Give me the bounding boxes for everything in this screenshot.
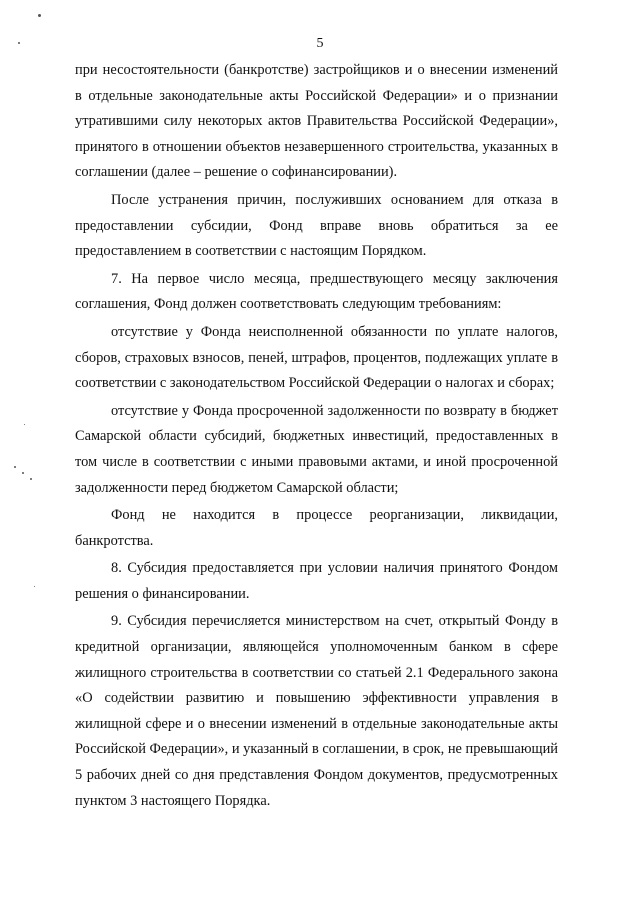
scan-speck: [24, 424, 25, 425]
paragraph-7: 8. Субсидия предоставляется при условии наличия принятого Фондом решения о финансировании.: [75, 560, 558, 602]
paragraph-2: После устранения причин, послуживших основанием для отказа в предоставлении субсидии, Фонд вправе вновь обратиться за ее предоставлением в соответствии с настоящим Порядком.: [75, 191, 558, 260]
paragraph-3: 7. На первое число месяца, предшествующего месяцу заключения соглашения, Фонд должен соответствовать следующим требованиям:: [75, 270, 558, 313]
scan-speck: [22, 472, 24, 474]
scan-speck: [14, 466, 16, 468]
paragraph-4: отсутствие у Фонда неисполненной обязанности по уплате налогов, сборов, страховых взносов, пеней, штрафов, процентов, подлежащих уплате в соответствии с законодательством Российской Федерации о налогах и сборах;: [75, 323, 558, 392]
document-body: [75, 58, 558, 814]
paragraph-5: отсутствие у Фонда просроченной задолженности по возврату в бюджет Самарской области субсидий, бюджетных инвестиций, предоставленных в том числе в соответствии с иными правовыми актами, и иной просроченной задолженности перед бюджетом Самарской области;: [75, 402, 558, 496]
page-number: 5: [316, 36, 324, 51]
scan-speck: [34, 586, 35, 587]
scan-speck: [38, 14, 41, 17]
scan-speck: [18, 42, 20, 44]
scan-speck: [30, 478, 32, 480]
paragraph-1: при несостоятельности (банкротстве) застройщиков и о внесении изменений в отдельные законодательные акты Российской Федерации» и о признании утратившими силу некоторых актов Правительства Российской Федерации», принятого в отношении объектов незавершенного строительства, указанных в соглашении (далее – решение о софинансировании).: [75, 62, 558, 181]
paragraph-6: Фонд не находится в процессе реорганизации, ликвидации, банкротства.: [75, 507, 558, 549]
paragraph-8: 9. Субсидия перечисляется министерством на счет, открытый Фонду в кредитной организации, являющейся уполномоченным банком в сфере жилищного строительства в соответствии со статьей 2.1 Федерального закона «О содействии развитию и повышению эффективности управления в жилищной сфере и о внесении изменений в отдельные законодательные акты Российской Федерации», и указанный в соглашении, в срок, не превышающий 5 рабочих дней со дня представления Фондом документов, предусмотренных пунктом 3 настоящего Порядка.: [75, 613, 558, 809]
